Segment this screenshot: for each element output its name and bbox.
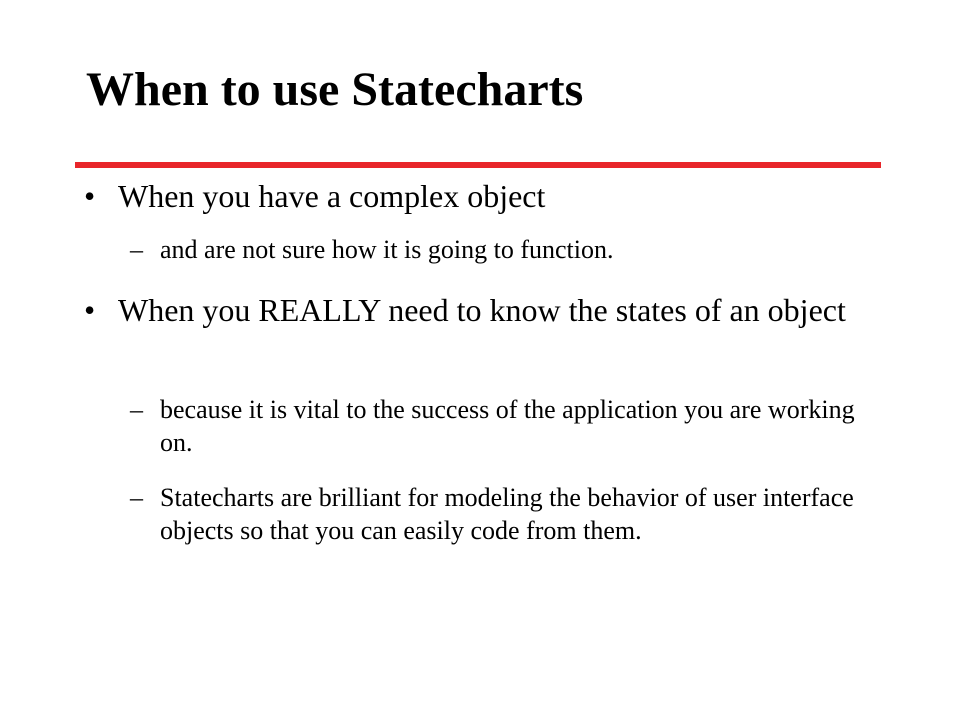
sub-point-text: Statecharts are brilliant for modeling the behavior of user interface objects so that you can easily code from them. [160, 483, 854, 545]
bullet-icon: • [84, 292, 96, 328]
bullet-point [84, 178, 880, 215]
sub-point [130, 481, 860, 547]
sub-point-text: because it is vital to the success of the application you are working on. [160, 395, 855, 457]
sub-point-text: and are not sure how it is going to function. [160, 235, 614, 264]
dash-icon: – [130, 483, 143, 512]
sub-point [130, 233, 860, 266]
dash-icon: – [130, 235, 143, 264]
bullet-icon: • [84, 178, 96, 214]
sub-point [130, 393, 860, 459]
bullet-text: When you REALLY need to know the states of an object [118, 292, 846, 328]
bullet-text: When you have a complex object [118, 178, 546, 214]
slide-title: When to use Statecharts [86, 63, 584, 116]
dash-icon: – [130, 395, 143, 424]
bullet-point [84, 292, 880, 329]
